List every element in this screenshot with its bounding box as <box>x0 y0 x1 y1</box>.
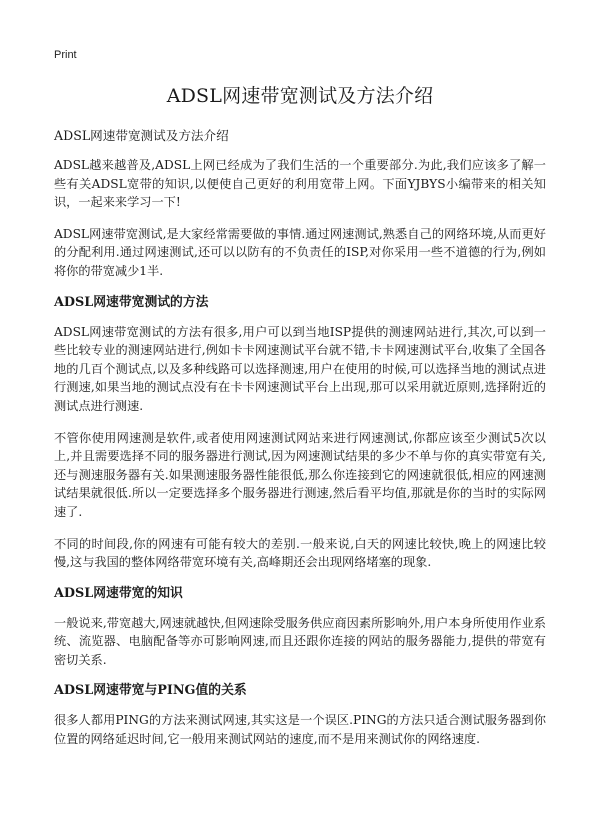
section-1-paragraph-1: ADSL网速带宽测试的方法有很多,用户可以到当地ISP提供的测速网站进行,其次,可以到一些比较专业的测速网站进行,例如卡卡网速测试平台就不错,卡卡网速测试平台,收集了全国各地的几百个测试点,以及多种线路可以选择测速,用户在使用的时候,可以选择当地的测试点进行测速,如果当地的测试点没有在卡卡网速测试平台上出现,那可以采用就近原则,选择附近的测试点进行测速. <box>54 324 546 413</box>
section-heading-test-methods: ADSL网速带宽测试的方法 <box>54 294 209 310</box>
intro-paragraph-2: ADSL网速带宽测试,是大家经常需要做的事情.通过网速测试,熟悉自己的网络环境,从而更好的分配利用.通过网速测试,还可以以防有的不负责任的ISP,对你采用一些不道德的行为,例如将你的带宽减少1半. <box>54 226 546 278</box>
intro-paragraph-1: ADSL越来越普及,ADSL上网已经成为了我们生活的一个重要部分.为此,我们应该多了解一些有关ADSL宽带的知识,以便使自己更好的利用宽带上网。下面YJBYS小编带来的相关知识，一起来来学习一下! <box>54 158 546 210</box>
section-2-paragraph-1: 一般说来,带宽越大,网速就越快,但网速除受服务供应商因素所影响外,用户本身所使用作业系统、流览器、电脑配备等亦可影响网速,而且还跟你连接的网站的服务器能力,提供的带宽有密切关系. <box>54 615 546 667</box>
section-1-paragraph-2: 不管你使用网速测是软件,或者使用网速测试网站来进行网速测试,你都应该至少测试5次以上,并且需要选择不同的服务器进行测试,因为网速测试结果的多少不单与你的真实带宽有关,还与测速服务器有关.如果测速服务器性能很低,那么你连接到它的网速就很低,相应的网速测试结果就很低.所以一定要选择多个服务器进行测速,然后看平均值,那就是你的当时的实际网速了. <box>54 430 546 519</box>
section-3-paragraph-1: 很多人都用PING的方法来测试网速,其实这是一个误区.PING的方法只适合测试服务器到你位置的网络延迟时间,它一般用来测试网站的速度,而不是用来测试你的网络速度. <box>54 713 546 747</box>
section-heading-ping-relation: ADSL网速带宽与PING值的关系 <box>54 683 247 699</box>
section-1-paragraph-3: 不同的时间段,你的网速有可能有较大的差别.一般来说,白天的网速比较快,晚上的网速比较慢,这与我国的整体网络带宽环境有关,高峰期还会出现网络堵塞的现象. <box>54 536 546 570</box>
document-title: ADSL网速带宽测试及方法介绍 <box>166 85 434 107</box>
document-subtitle: ADSL网速带宽测试及方法介绍 <box>54 128 229 143</box>
print-link[interactable]: Print <box>54 49 77 61</box>
section-heading-bandwidth-knowledge: ADSL网速带宽的知识 <box>54 585 183 601</box>
